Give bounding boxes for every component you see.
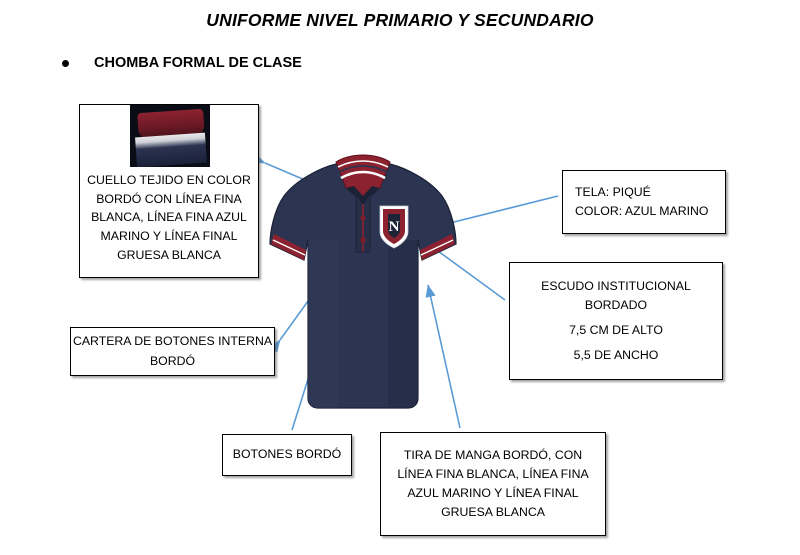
cartera-botones-callout (70, 327, 275, 376)
svg-text:N: N (388, 219, 400, 235)
collar-photo (80, 105, 258, 167)
botones-callout-line: BOTONES BORDÓ (232, 447, 342, 462)
cuello-callout-line: CUELLO TEJIDO EN COLOR (87, 173, 251, 187)
tira-callout-line: LÍNEA FINA BLANCA, LÍNEA FINA (397, 466, 589, 481)
polo-shirt-illustration (268, 148, 458, 410)
cuello-callout-line: BLANCA, LÍNEA FINA AZUL (91, 210, 247, 225)
tela-callout-line: COLOR: AZUL MARINO (575, 204, 709, 218)
tela-color-callout (562, 170, 726, 234)
escudo-callout-line: BORDADO (584, 297, 648, 312)
crest-icon (380, 206, 408, 248)
escudo-callout-line: ESCUDO INSTITUCIONAL (541, 278, 691, 293)
tira-manga-callout (380, 432, 606, 536)
escudo-callout-line: 7,5 CM DE ALTO (569, 323, 663, 337)
tira-callout-line: GRUESA BLANCA (441, 505, 545, 520)
escudo-callout (509, 262, 723, 380)
section-bullet-label: CHOMBA FORMAL DE CLASE (94, 55, 302, 71)
tira-callout-line: AZUL MARINO Y LÍNEA FINAL (407, 486, 579, 500)
page-title: UNIFORME NIVEL PRIMARIO Y SECUNDARIO (206, 10, 594, 30)
botones-callout (222, 434, 352, 476)
escudo-callout-line: 5,5 DE ANCHO (573, 348, 659, 363)
cuello-callout (79, 104, 259, 278)
cartera-callout-line: CARTERA DE BOTONES INTERNA (72, 334, 273, 349)
cuello-callout-line: GRUESA BLANCA (117, 247, 221, 262)
bullet-icon (62, 60, 69, 67)
tela-callout-line: TELA: PIQUÉ (575, 184, 651, 199)
section-bullet-row (62, 55, 302, 71)
cartera-callout-line: BORDÓ (149, 353, 196, 368)
cuello-callout-line: MARINO Y LÍNEA FINAL (100, 229, 238, 244)
tira-callout-line: TIRA DE MANGA BORDÓ, CON (403, 447, 583, 462)
cuello-callout-line: BORDÓ CON LÍNEA FINA (96, 191, 242, 206)
